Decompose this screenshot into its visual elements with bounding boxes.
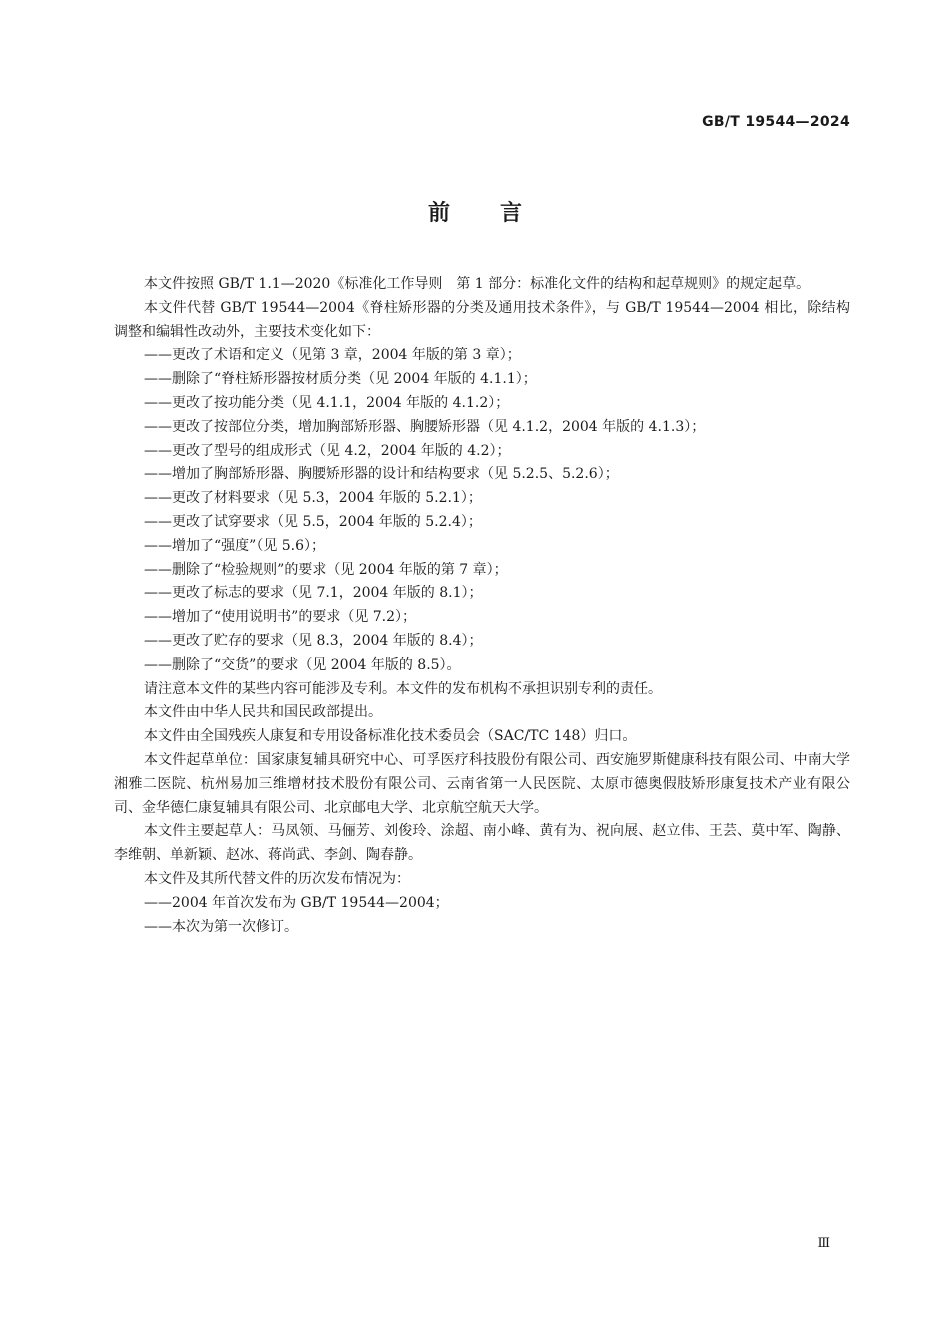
change-item: ——更改了标志的要求（见 7.1，2004 年版的 8.1）； xyxy=(144,585,483,602)
change-item: ——更改了材料要求（见 5.3，2004 年版的 5.2.1）； xyxy=(144,490,482,507)
page-number: Ⅲ xyxy=(817,1236,830,1251)
change-item: ——更改了试穿要求（见 5.5，2004 年版的 5.2.4）； xyxy=(144,513,482,530)
history-item: ——本次为第一次修订。 xyxy=(144,918,298,935)
paragraph-replacement: 本文件代替 GB/T 19544—2004《脊柱矫形器的分类及通用技术条件》，与 GB/T 19544—2004 相比，除结构调整和编辑性改动外，主要技术变化如下： xyxy=(114,299,850,340)
paragraph-drafting-rules: 本文件按照 GB/T 1.1—2020《标准化工作导则 第 1 部分：标准化文件的结构和起草规则》的规定起草。 xyxy=(144,276,811,292)
change-item: ——删除了“脊柱矫形器按材质分类（见 2004 年版的 4.1.1）； xyxy=(144,371,537,388)
history-item: ——2004 年首次发布为 GB/T 19544—2004； xyxy=(144,894,449,911)
paragraph-proposer: 本文件由中华人民共和国民政部提出。 xyxy=(144,704,382,721)
paragraph-history: 本文件及其所代替文件的历次发布情况为： xyxy=(144,870,410,887)
paragraph-drafting-units: 本文件起草单位：国家康复辅具研究中心、可孚医疗科技股份有限公司、西安施罗斯健康科技有限公司、中南大学湘雅二医院、杭州易加三维增材技术股份有限公司、云南省第一人民医院、太原市德奥假肢矫形康复技术产业有限公司、金华德仁康复辅具有限公司、北京邮电大学、北京航空航天大学。 xyxy=(114,751,850,816)
change-item: ——更改了型号的组成形式（见 4.2，2004 年版的 4.2）； xyxy=(144,442,511,459)
change-item: ——更改了按功能分类（见 4.1.1，2004 年版的 4.1.2）； xyxy=(144,394,510,411)
change-item: ——更改了术语和定义（见第 3 章，2004 年版的第 3 章）； xyxy=(144,347,521,364)
change-item: ——增加了“强度”（见 5.6）； xyxy=(144,537,326,554)
change-item: ——更改了按部位分类，增加胸部矫形器、胸腰矫形器（见 4.1.2，2004 年版的 4.1.3）； xyxy=(144,418,706,435)
standard-code: GB/T 19544—2024 xyxy=(702,114,850,130)
paragraph-patent-notice: 请注意本文件的某些内容可能涉及专利。本文件的发布机构不承担识别专利的责任。 xyxy=(144,680,662,697)
change-item: ——增加了“使用说明书”的要求（见 7.2）； xyxy=(144,609,417,626)
paragraph-drafters: 本文件主要起草人：马凤领、马俪芳、刘俊玲、涂超、南小峰、黄有为、祝向展、赵立伟、王芸、莫中军、陶静、李维朝、单新颖、赵冰、蒋尚武、李剑、陶春静。 xyxy=(114,823,850,864)
change-item: ——删除了“交货”的要求（见 2004 年版的 8.5）。 xyxy=(144,656,461,673)
page-title: 前言 xyxy=(427,201,572,226)
change-item: ——增加了胸部矫形器、胸腰矫形器的设计和结构要求（见 5.2.5、5.2.6）； xyxy=(144,466,619,483)
foreword-body xyxy=(114,273,850,939)
change-item: ——更改了贮存的要求（见 8.3，2004 年版的 8.4）； xyxy=(144,632,483,649)
change-item: ——删除了“检验规则”的要求（见 2004 年版的第 7 章）； xyxy=(144,561,508,578)
paragraph-committee: 本文件由全国残疾人康复和专用设备标准化技术委员会（SAC/TC 148）归口。 xyxy=(144,728,637,745)
